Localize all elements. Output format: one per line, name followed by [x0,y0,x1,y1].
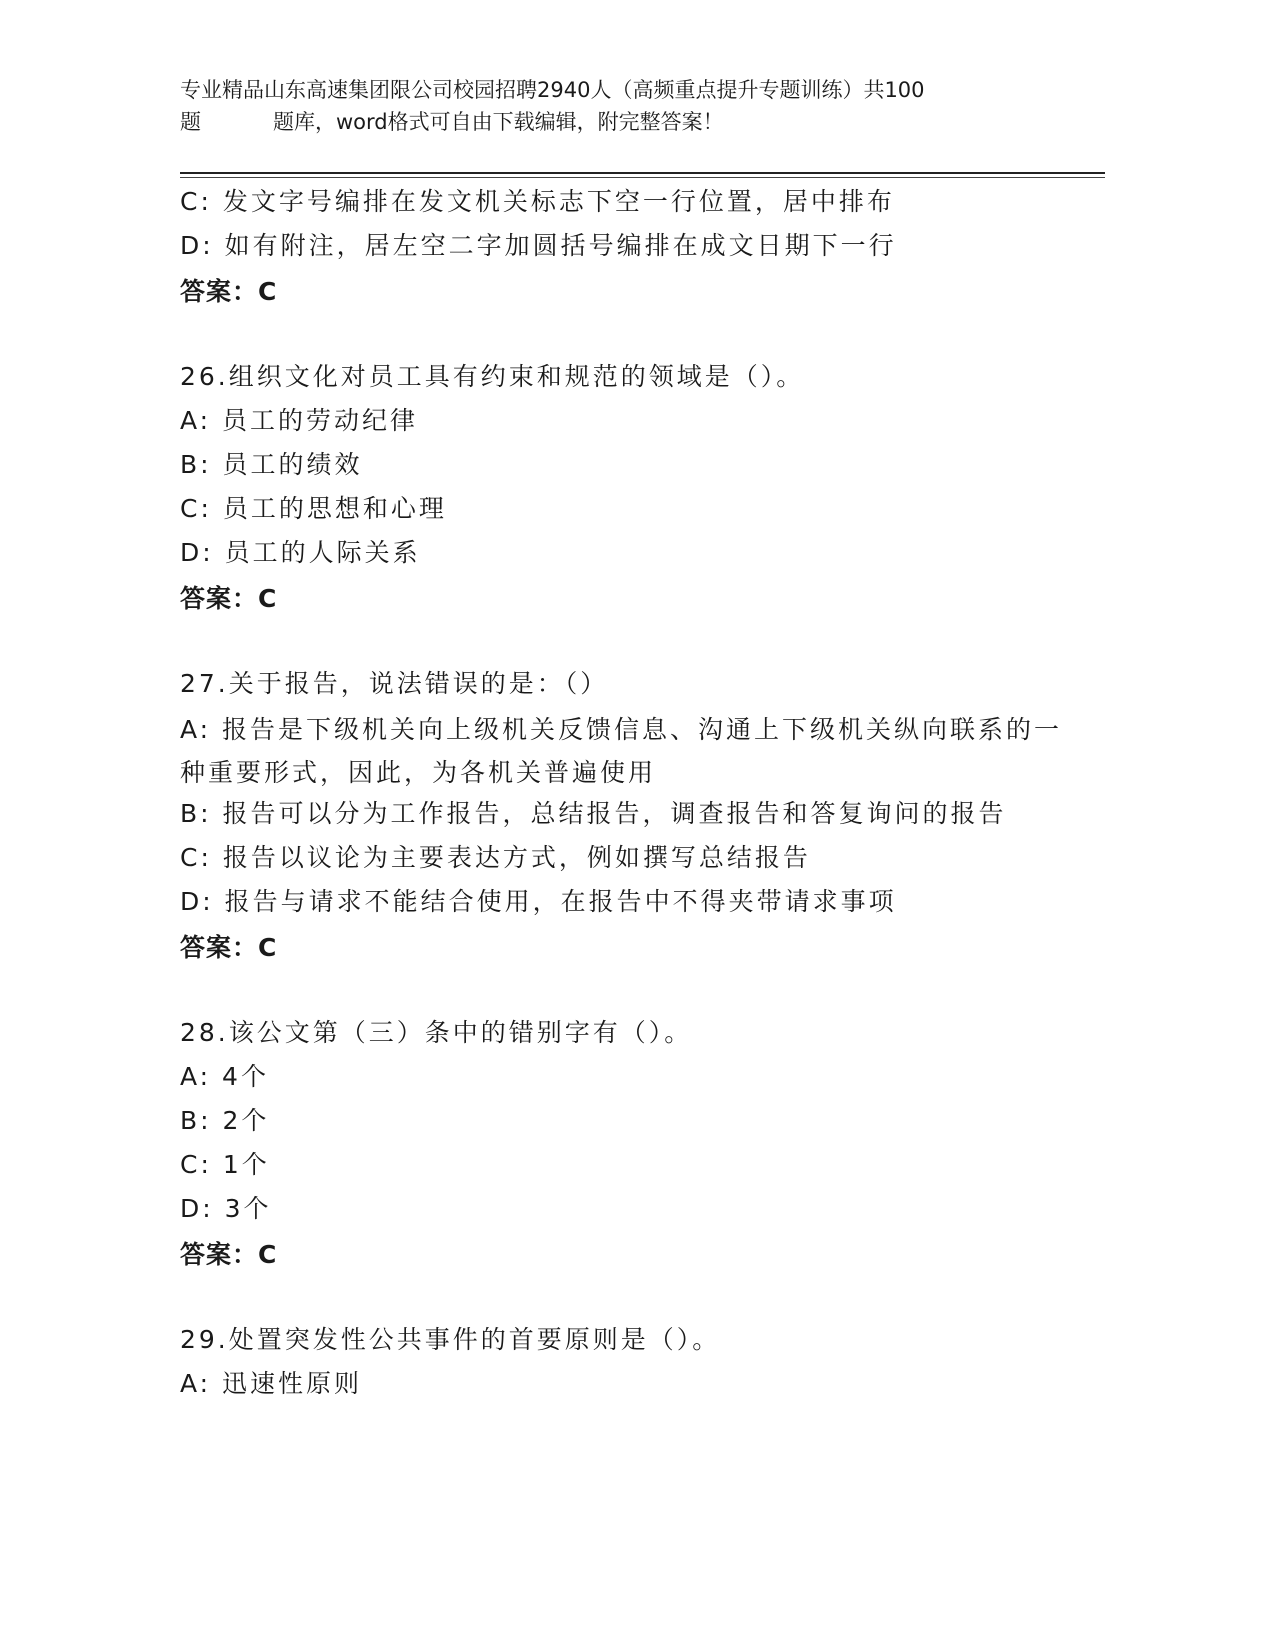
question-list [180,182,1080,1408]
question-stem: 26.组织文化对员工具有约束和规范的领域是（）。 [180,362,805,391]
header-rule-top [180,172,1105,174]
question-block-26 [180,357,1080,621]
option-b: B: 报告可以分为工作报告，总结报告，调查报告和答复询问的报告 [180,799,1007,828]
option-a: A: 4个 [180,1062,269,1091]
option-a: A: 报告是下级机关向上级机关反馈信息、沟通上下级机关纵向联系的一种重要形式，因此，为各机关普遍使用 [180,715,1063,787]
option-d: D: 员工的人际关系 [180,538,421,567]
question-block-29 [180,1320,1080,1408]
answer-line: 答案：C [180,584,278,613]
question-block-27 [180,664,1080,970]
question-block-25 [180,182,1080,314]
question-stem: 27.关于报告，说法错误的是：（） [180,669,609,698]
answer-line: 答案：C [180,1240,278,1269]
question-block-28 [180,1013,1080,1277]
question-stem: 29.处置突发性公共事件的首要原则是（）。 [180,1325,721,1354]
header-line-2-right: 题库，word格式可自由下载编辑，附完整答案！ [273,110,724,134]
answer-line: 答案：C [180,933,278,962]
header-line-2-left: 题 [180,110,201,134]
option-c: C: 发文字号编排在发文机关标志下空一行位置，居中排布 [180,187,895,216]
option-a: A: 员工的劳动纪律 [180,406,419,435]
option-c: C: 员工的思想和心理 [180,494,447,523]
option-c: C: 1个 [180,1150,270,1179]
header-rule-bottom [180,177,1105,178]
option-d: D: 如有附注，居左空二字加圆括号编排在成文日期下一行 [180,231,897,260]
question-stem: 28.该公文第（三）条中的错别字有（）。 [180,1018,693,1047]
option-b: B: 2个 [180,1106,270,1135]
option-d: D: 报告与请求不能结合使用，在报告中不得夹带请求事项 [180,887,897,916]
option-c: C: 报告以议论为主要表达方式，例如撰写总结报告 [180,843,811,872]
option-d: D: 3个 [180,1194,272,1223]
header-title-line-1: 专业精品山东高速集团限公司校园招聘2940人（高频重点提升专题训练）共100 [180,78,925,102]
document-header [180,74,1100,138]
option-b: B: 员工的绩效 [180,450,363,479]
option-a: A: 迅速性原则 [180,1369,363,1398]
header-title-line-2 [180,106,1100,138]
answer-line: 答案：C [180,277,278,306]
